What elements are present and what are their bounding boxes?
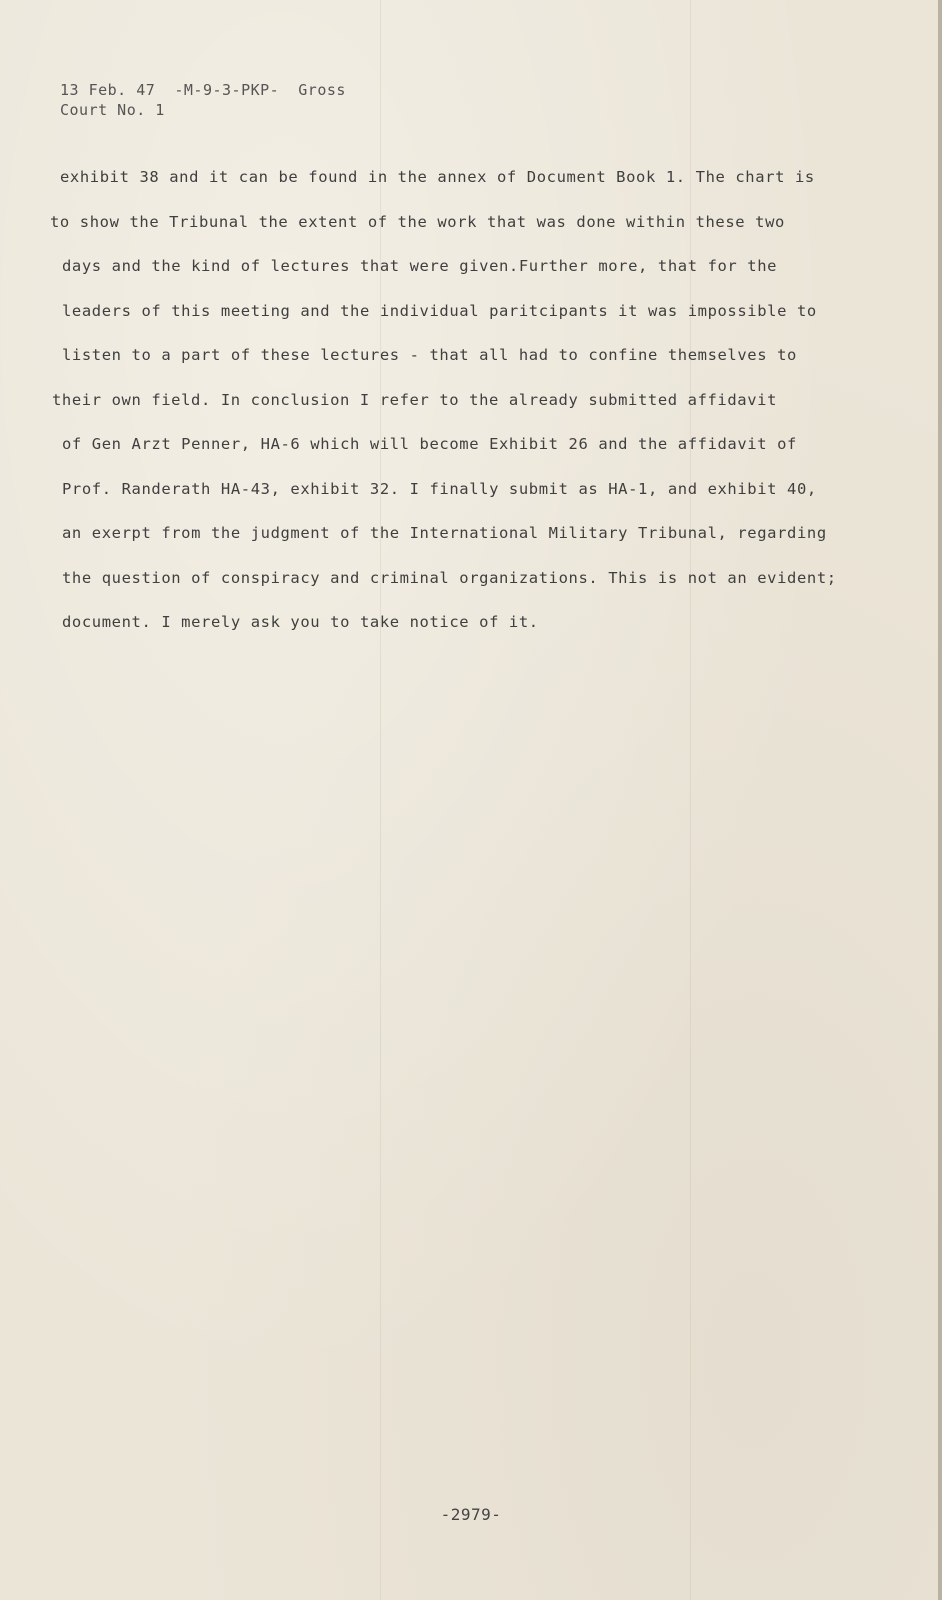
transcript-line: listen to a part of these lectures - that all had to confine themselves to (62, 346, 797, 364)
transcript-line: exhibit 38 and it can be found in the annex of Document Book 1. The chart is (60, 168, 815, 186)
transcript-line: document. I merely ask you to take notice of it. (62, 613, 539, 631)
header-date-reference: 13 Feb. 47 -M-9-3-PKP- Gross (60, 81, 346, 99)
transcript-line: to show the Tribunal the extent of the work that was done within these two (50, 212, 785, 231)
transcript-line: of Gen Arzt Penner, HA-6 which will become Exhibit 26 and the affidavit of (62, 435, 797, 453)
page-edge (938, 0, 942, 1600)
transcript-line: days and the kind of lectures that were given.Further more, that for the (62, 257, 778, 275)
transcript-line: the question of conspiracy and criminal organizations. This is not an evident; (62, 568, 837, 587)
document-header (60, 80, 346, 120)
header-court-number: Court No. 1 (60, 101, 165, 119)
transcript-line: an exerpt from the judgment of the International Military Tribunal, regarding (62, 524, 827, 542)
transcript-line: their own field. In conclusion I refer to the already submitted affidavit (52, 390, 778, 409)
transcript-line: leaders of this meeting and the individual paritcipants it was impossible to (62, 301, 817, 320)
transcript-line: Prof. Randerath HA-43, exhibit 32. I finally submit as HA-1, and exhibit 40, (62, 479, 817, 498)
page-number: -2979- (440, 1505, 502, 1524)
transcript-body (50, 155, 890, 645)
